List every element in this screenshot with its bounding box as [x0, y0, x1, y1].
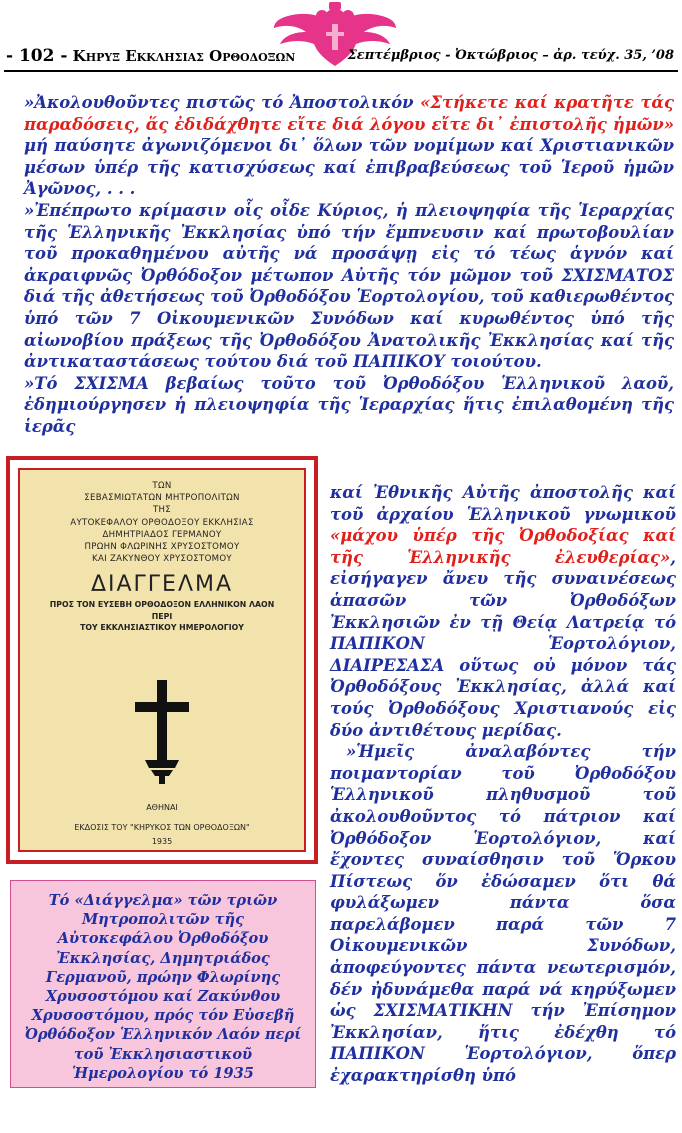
- cover-city: ΑΘΗΝΑΙ: [146, 803, 178, 812]
- orthodox-cross-icon: [129, 676, 195, 786]
- article-body-right-column: [330, 482, 676, 1087]
- cover-content: [30, 480, 294, 846]
- page-number: - 102 -: [6, 46, 68, 66]
- cover-subtitle: ΤΟΥ ΕΚΚΛΗΣΙΑΣΤΙΚΟΥ ΗΜΕΡΟΛΟΓΙΟΥ: [80, 623, 244, 633]
- cover-line: ΤΩΝ: [152, 481, 172, 491]
- cover-subtitle: ΠΕΡΙ: [151, 611, 173, 621]
- page-header: [0, 0, 682, 80]
- cover-publisher: ΕΚΔΟΣΙΣ ΤΟΥ "ΚΗΡΥΚΟΣ ΤΩΝ ΟΡΘΟΔΟΞΩΝ": [74, 823, 250, 832]
- diaggelma-cover-figure: [6, 456, 318, 864]
- cover-year: 1935: [151, 837, 173, 846]
- paragraph-2: »Ἐπέπρωτο κρίμασιν οἷς οἶδε Κύριος, ἡ πλειοψηφία τῆς Ἱεραρχίας τῆς Ἑλληνικῆς Ἐκκλησίας ὑπό τήν ἔμπνευσιν καί πρωτοβουλίαν τοῦ προκαθημένου αὐτῆς νά προσάψῃ εἰς τό τέως ἁγνόν καί ἀκραιφνῶς Ὀρθόδοξον μέτωπον Αὐτῆς τόν μῶμον τοῦ ΣΧΙΣΜΑΤΟΣ διά τῆς ἀθετήσεως τοῦ Ὀρθοδόξου Ἑορτολογίου, τοῦ καθιερωθέντος ὑπό τῶν 7 Οἰκουμενικῶν Συνόδων καί κυρωθέντος ὑπό τῆς αἰωνοβίου πράξεως τῆς Ὀρθοδόξου Ἀνατολικῆς Ἐκκλησίας καί τῆς ἀντικαταστάσεως τούτου διά τοῦ ΠΑΠΙΚΟΥ τοιούτου.: [24, 200, 674, 372]
- figure-caption: Τό «Διάγγελμα» τῶν τριῶν Μητροπολιτῶν τῆς Αὐτοκεφάλου Ὀρθοδόξου Ἐκκλησίας, Δημητριάδος Γερμανοῦ, πρώην Φλωρίνης Χρυσοστόμου καί Ζακύνθου Χρυσοστόμου, πρός τόν Εὐσεβῆ Ὀρθόδοξον Ἑλληνικόν Λαόν περί τοῦ Ἐκκλησιαστικοῦ Ἡμερολογίου τό 1935: [10, 880, 316, 1088]
- cover-line: ΚΑΙ ΖΑΚΥΝΘΟΥ ΧΡΥΣΟΣΤΟΜΟΥ: [92, 554, 232, 565]
- cover-line: ΣΕΒΑΣΜΙΩΤΑΤΩΝ ΜΗΤΡΟΠΟΛΙΤΩΝ: [84, 493, 240, 504]
- cover-title: ΔΙΑΓΓΕΛΜΑ: [90, 572, 234, 598]
- paragraph-3-continued: καί Ἐθνικῆς Αὐτῆς ἀποστολῆς καί τοῦ ἀρχαίου Ἑλληνικοῦ γνωμικοῦ «μάχου ὑπέρ τῆς Ὀρθοδοξίας καί τῆς Ἑλληνικῆς ἐλευθερίας», εἰσήγαγεν ἄνευ τῆς συναινέσεως ἁπασῶν τῶν Ὀρθοδόξων Ἐκκλησιῶν ἐν τῇ Θείᾳ Λατρείᾳ τό ΠΑΠΙΚΟΝ Ἑορτολόγιον, ΔΙΑΙΡΕΣΑΣΑ οὕτως οὐ μόνον τάς Ὀρθοδόξους Ἐκκλησίας, ἀλλά καί τούς Ὀρθοδόξους Χριστιανούς εἰς δύο ἀντιθέτους μερίδας.: [330, 483, 676, 740]
- cover-line: ΤΗΣ: [152, 505, 172, 516]
- red-quote-1: «Στήκετε καί κρατῆτε τάς παραδόσεις, ἅς ἐδιδάχθητε εἴτε διά λόγου εἴτε δι᾽ ἐπιστολῆς ἡμῶν»: [24, 93, 674, 134]
- paragraph-1: »Ἀκολουθοῦντες πιστῶς τό Ἀποστολικόν «Στήκετε καί κρατῆτε τάς παραδόσεις, ἅς ἐδιδάχθητε εἴτε διά λόγου εἴτε δι᾽ ἐπιστολῆς ἡμῶν» μή παύσητε ἀγωνιζόμενοι δι᾽ ὅλων τῶν νομίμων καί Χριστιανικῶν μέσων ὑπέρ τῆς κατισχύσεως καί ἐπιβραβεύσεως τοῦ Ἱεροῦ ἡμῶν Ἀγῶνος, . . .: [24, 93, 674, 199]
- cover-line: ΔΗΜΗΤΡΙΑΔΟΣ ΓΕΡΜΑΝΟΥ: [102, 529, 222, 540]
- cover-image: [18, 468, 306, 852]
- cover-line: ΑΥΤΟΚΕΦΑΛΟΥ ΟΡΘΟΔΟΞΟΥ ΕΚΚΛΗΣΙΑΣ: [70, 517, 254, 528]
- paragraph-4: »Ἡμεῖς ἀναλαβόντες τήν ποιμαντορίαν τοῦ Ὀρθοδόξου Ἑλληνικοῦ πληθυσμοῦ τοῦ ἀκολουθοῦντος τό πάτριον καί Ὀρθόδοξον Ἑορτολόγιον, καί ἔχοντες συναίσθησιν τοῦ Ὅρκου Πίστεως ὅν ἐδώσαμεν ὅτι θά φυλάξωμεν πάντα ὅσα παρελάβομεν παρά τῶν 7 Οἰκουμενικῶν Συνόδων, ἀποφεύγοντες πάντα νεωτερισμόν, δέν ἠδυνάμεθα παρά νά κηρύξωμεν ὡς ΣΧΙΣΜΑΤΙΚΗΝ τήν Ἐπίσημον Ἐκκλησίαν, ἥτις ἐδέχθη τό ΠΑΠΙΚΟΝ Ἑορτολόγιον, ὅπερ ἐχαρακτηρίσθη ὑπό: [330, 742, 676, 1086]
- article-body-top: [24, 92, 674, 438]
- journal-masthead: [6, 46, 295, 66]
- issue-info: Σεπτέμβριος - Ὀκτώβριος – ἀρ. τεύχ. 35, ’08: [347, 48, 674, 63]
- journal-title: Κηρυξ Εκκλησιας Ορθοδοξων: [72, 47, 296, 65]
- paragraph-3-top: »Τό ΣΧΙΣΜΑ βεβαίως τοῦτο τοῦ Ὀρθοδόξου Ἑλληνικοῦ λαοῦ, ἐδημιούργησεν ἡ πλειοψηφία τῆς Ἱεραρχίας ἥτις ἐπιλαθομένη τῆς ἱερᾶς: [24, 373, 674, 436]
- cover-line: ΠΡΩΗΝ ΦΛΩΡΙΝΗΣ ΧΡΥΣΟΣΤΟΜΟΥ: [84, 542, 240, 553]
- header-divider: [4, 70, 678, 72]
- red-quote-2: «μάχου ὑπέρ τῆς Ὀρθοδοξίας καί τῆς Ἑλληνικῆς ἐλευθερίας»: [330, 526, 676, 567]
- cover-subtitle: ΠΡΟΣ ΤΟΝ ΕΥΣΕΒΗ ΟΡΘΟΔΟΞΟΝ ΕΛΛΗΝΙΚΟΝ ΛΑΟΝ: [49, 600, 275, 610]
